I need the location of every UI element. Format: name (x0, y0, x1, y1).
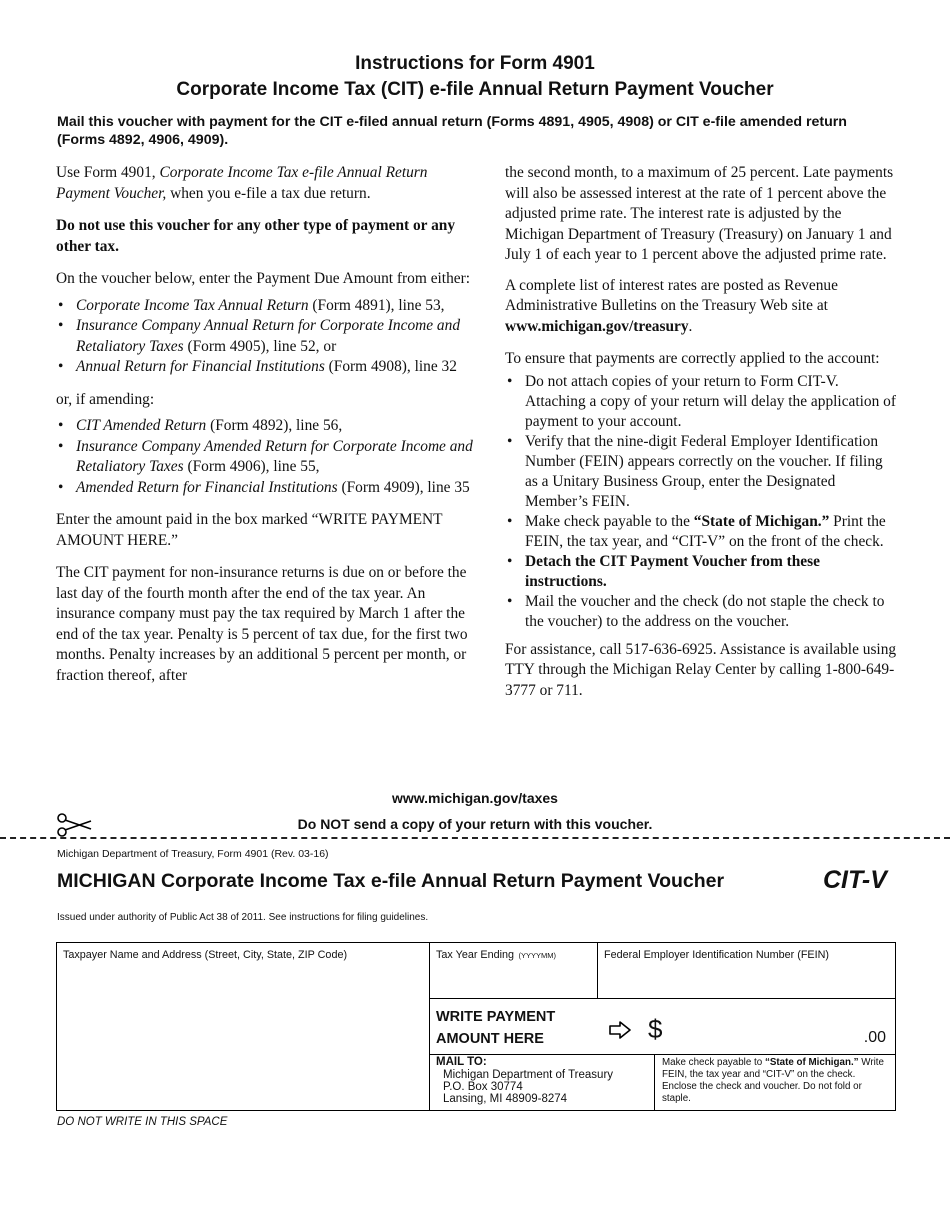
ensure-list (505, 372, 897, 632)
amending-paragraph: or, if amending: (56, 390, 155, 408)
form-code: CIT-V (823, 866, 887, 894)
cut-line (0, 837, 950, 839)
list-item: • Insurance Company Annual Return for Corporate Income and Retaliatory Taxes (Form 4905), line 52, or (56, 316, 476, 357)
enter-paid-paragraph: Enter the amount paid in the box marked “WRITE PAYMENT AMOUNT HERE.” (56, 511, 443, 549)
do-not-send-note: Do NOT send a copy of your return with this voucher. (297, 816, 653, 832)
page-title: Instructions for Form 4901 (355, 53, 595, 74)
assistance-paragraph: For assistance, call 517-636-6925. Assistance is available using TTY through the Michigan Relay Center by calling 1-800-649-3777 or 711. (505, 640, 897, 699)
fein-label: Federal Employer Identification Number (FEIN) (604, 949, 830, 961)
fein-field[interactable] (597, 942, 896, 999)
list-item: • Do not attach copies of your return to Form CIT-V. Attaching a copy of your return will delay the application of payment to your account. (505, 372, 897, 432)
voucher-title: MICHIGAN Corporate Income Tax e-file Annual Return Payment Voucher (57, 870, 725, 892)
list-item: • Annual Return for Financial Institutions (Form 4908), line 32 (56, 357, 476, 378)
write-payment-label: WRITE PAYMENT AMOUNT HERE (436, 1009, 556, 1047)
list-item: • Amended Return for Financial Institutions (Form 4909), line 35 (56, 478, 476, 499)
taxpayer-label: Taxpayer Name and Address (Street, City, State, ZIP Code) (63, 949, 348, 961)
payment-amount-field[interactable] (429, 998, 896, 1055)
interest-rates-paragraph: A complete list of interest rates are posted as Revenue Administrative Bulletins on the Treasury Web site at www.michigan.gov/treasury. (505, 276, 838, 335)
amended-list (56, 416, 476, 498)
dollar-sign: $ (648, 1014, 663, 1044)
dept-line: Michigan Department of Treasury, Form 4901 (Rev. 03-16) (57, 848, 329, 860)
list-item: • Verify that the nine-digit Federal Employer Identification Number (FEIN) appears correctly on the voucher. If filing as a Unitary Business Group, enter the Designated Member’s FEIN. (505, 432, 897, 512)
list-item: • Mail the voucher and the check (do not staple the check to the voucher) to the address on the voucher. (505, 592, 897, 632)
intro-paragraph: Use Form 4901, Corporate Income Tax e-file Annual Return Payment Voucher, when you e-file a tax due return. (56, 164, 428, 202)
check-instructions-box: Make check payable to “State of Michigan.” Write FEIN, the tax year and “CIT-V” on the check. Enclose the check and voucher. Do not fold or staple. (654, 1054, 896, 1111)
enter-amount-paragraph: On the voucher below, enter the Payment Due Amount from either: (56, 270, 471, 287)
tax-year-label: Tax Year Ending (436, 949, 515, 961)
mail-to-address: Michigan Department of Treasury P.O. Box 30774 Lansing, MI 48909-8274 (443, 1069, 614, 1105)
return-list (56, 296, 476, 378)
ensure-paragraph: To ensure that payments are correctly applied to the account: (505, 350, 880, 367)
mail-to-box (429, 1054, 655, 1111)
tax-year-field[interactable] (429, 942, 598, 999)
arrow-right-icon (608, 1021, 632, 1044)
due-date-paragraph: The CIT payment for non-insurance returns is due on or before the last day of the fourth month after the end of the tax year. An insurance company must pay the tax required by March 1 after the end of the tax year. Penalty is 5 percent of tax due, for the first two months. Penalty increases by an additional 5 percent per month, or fraction thereof, after (56, 564, 468, 684)
treasury-link[interactable]: www.michigan.gov/treasury (505, 317, 689, 335)
list-item: • Corporate Income Tax Annual Return (Form 4891), line 53, (56, 296, 476, 317)
penalty-paragraph: the second month, to a maximum of 25 percent. Late payments will also be assessed interest at the rate of 1 percent above the adjusted prime rate. The interest rate is adjusted by the Michigan Department of Treasury (Treasury) on January 1 and July 1 of each year to 1 percent above the adjusted prime rate. (505, 164, 894, 263)
list-item: • CIT Amended Return (Form 4892), line 56, (56, 416, 476, 437)
authority-line: Issued under authority of Public Act 38 of 2011. See instructions for filing guidelines. (57, 912, 429, 923)
cents-label: .00 (863, 1029, 886, 1046)
tax-year-format: (YYYYMM) (518, 951, 556, 960)
warning-paragraph: Do not use this voucher for any other type of payment or any other tax. (56, 217, 456, 255)
taxpayer-field[interactable] (56, 942, 430, 1111)
list-item: • Make check payable to the “State of Michigan.” Print the FEIN, the tax year, and “CIT-V” on the front of the check. (505, 512, 897, 552)
do-not-write-note: DO NOT WRITE IN THIS SPACE (57, 1116, 228, 1128)
mail-to-label: MAIL TO: (436, 1056, 487, 1068)
right-column (505, 163, 897, 713)
list-item: • Insurance Company Amended Return for Corporate Income and Retaliatory Taxes (Form 4906), line 55, (56, 437, 476, 478)
left-column (56, 163, 476, 698)
website-link[interactable]: www.michigan.gov/taxes (392, 790, 558, 806)
mail-note: Mail this voucher with payment for the CIT e-filed annual return (Forms 4891, 4905, 4908) or CIT e-file amended return (Forms 4892, 4906, 4909). (57, 114, 847, 148)
list-item: • Detach the CIT Payment Voucher from these instructions. (505, 552, 897, 592)
page-subtitle: Corporate Income Tax (CIT) e-file Annual Return Payment Voucher (176, 79, 774, 100)
